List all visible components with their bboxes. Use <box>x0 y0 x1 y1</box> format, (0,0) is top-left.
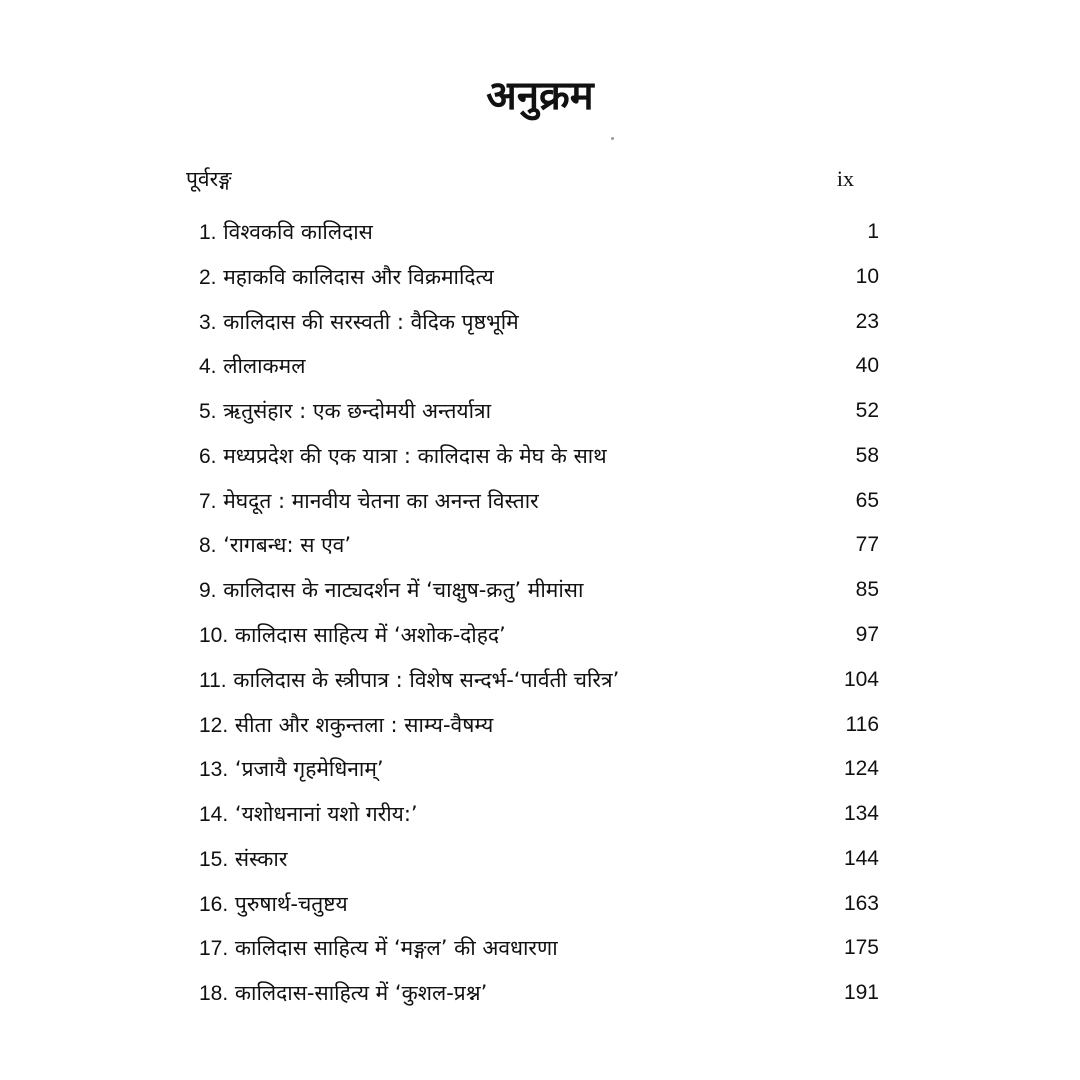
page-title: अनुक्रम <box>486 73 594 119</box>
toc-entry <box>199 794 879 834</box>
toc-entry <box>199 302 879 342</box>
entry-number: 4. <box>199 355 217 378</box>
entry-number: 9. <box>199 579 217 602</box>
toc-entry <box>199 884 879 924</box>
entry-title: विश्वकवि कालिदास <box>223 220 373 244</box>
entry-title: कालिदास-साहित्य में ‘कुशल-प्रश्न’ <box>234 981 488 1005</box>
toc-entry <box>199 839 879 879</box>
toc-entry <box>199 212 879 252</box>
entry-title: ‘प्रजायै गृहमेधिनाम्’ <box>234 757 384 781</box>
toc-entry <box>199 346 879 386</box>
preface-label: पूर्वरङ्ग <box>186 167 232 191</box>
entry-title: ‘रागबन्ध: स एव’ <box>223 533 352 557</box>
preface-page-number: ix <box>836 166 854 191</box>
toc-entry <box>199 525 879 565</box>
entry-title: महाकवि कालिदास और विक्रमादित्य <box>223 265 494 289</box>
entry-number: 12. <box>199 714 229 737</box>
entry-number: 2. <box>199 266 217 289</box>
toc-preface-row <box>186 159 854 199</box>
entry-page-number: 97 <box>855 623 879 646</box>
entry-number: 15. <box>199 848 229 871</box>
entry-page-number: 134 <box>843 802 879 825</box>
entry-title: कालिदास के नाट्यदर्शन में ‘चाक्षुष-क्रतु’ मीमांसा <box>223 578 584 602</box>
entry-title: कालिदास की सरस्वती : वैदिक पृष्ठभूमि <box>223 310 519 334</box>
entry-page-number: 23 <box>855 310 879 333</box>
entry-number: 13. <box>199 758 229 781</box>
entry-page-number: 175 <box>843 936 879 959</box>
entry-title: कालिदास साहित्य में ‘मङ्गल’ की अवधारणा <box>234 936 558 960</box>
entry-title: कालिदास साहित्य में ‘अशोक-दोहद’ <box>234 623 506 647</box>
entry-title: मेघदूत : मानवीय चेतना का अनन्त विस्तार <box>223 489 539 513</box>
entry-title: ऋतुसंहार : एक छन्दोमयी अन्तर्यात्रा <box>223 399 492 423</box>
entry-number: 5. <box>199 400 217 423</box>
toc-entry <box>199 749 879 789</box>
entry-number: 14. <box>199 803 229 826</box>
entry-number: 16. <box>199 893 229 916</box>
toc-entry <box>199 391 879 431</box>
entry-page-number: 52 <box>855 399 879 422</box>
entry-number: 10. <box>199 624 229 647</box>
entry-number: 1. <box>199 221 217 244</box>
entry-number: 11. <box>199 669 227 692</box>
toc-entry <box>199 928 879 968</box>
toc-entry <box>199 481 879 521</box>
entry-number: 3. <box>199 311 217 334</box>
entry-page-number: 85 <box>855 578 879 601</box>
toc-entry <box>199 257 879 297</box>
entry-page-number: 40 <box>855 354 879 377</box>
entry-number: 8. <box>199 534 217 557</box>
entry-title: ‘यशोधनानां यशो गरीय:’ <box>234 802 418 826</box>
entry-page-number: 77 <box>855 533 879 556</box>
entry-title: संस्कार <box>234 847 288 871</box>
entry-page-number: 58 <box>855 444 879 467</box>
toc-entry <box>199 705 879 745</box>
entry-page-number: 191 <box>843 981 879 1004</box>
entry-title: कालिदास के स्त्रीपात्र : विशेष सन्दर्भ-‘पार्वती चरित्र’ <box>233 668 620 692</box>
toc-entry <box>199 615 879 655</box>
entry-title: लीलाकमल <box>223 354 306 378</box>
entry-page-number: 163 <box>843 892 879 915</box>
print-speck <box>611 137 614 140</box>
entry-page-number: 10 <box>855 265 879 288</box>
toc-entry <box>199 570 879 610</box>
entry-number: 18. <box>199 982 229 1005</box>
toc-entry <box>199 973 879 1013</box>
entry-title: मध्यप्रदेश की एक यात्रा : कालिदास के मेघ के साथ <box>223 444 607 468</box>
entry-number: 17. <box>199 937 229 960</box>
entry-page-number: 1 <box>867 220 879 243</box>
entry-title: पुरुषार्थ-चतुष्टय <box>234 892 348 916</box>
toc-entry <box>199 660 879 700</box>
entry-page-number: 104 <box>843 668 879 691</box>
entry-number: 7. <box>199 490 217 513</box>
entry-page-number: 124 <box>843 757 879 780</box>
entry-page-number: 65 <box>855 489 879 512</box>
entry-title: सीता और शकुन्तला : साम्य-वैषम्य <box>234 713 494 737</box>
entry-page-number: 144 <box>843 847 879 870</box>
toc-entry <box>199 436 879 476</box>
entry-page-number: 116 <box>845 713 879 736</box>
entry-number: 6. <box>199 445 217 468</box>
